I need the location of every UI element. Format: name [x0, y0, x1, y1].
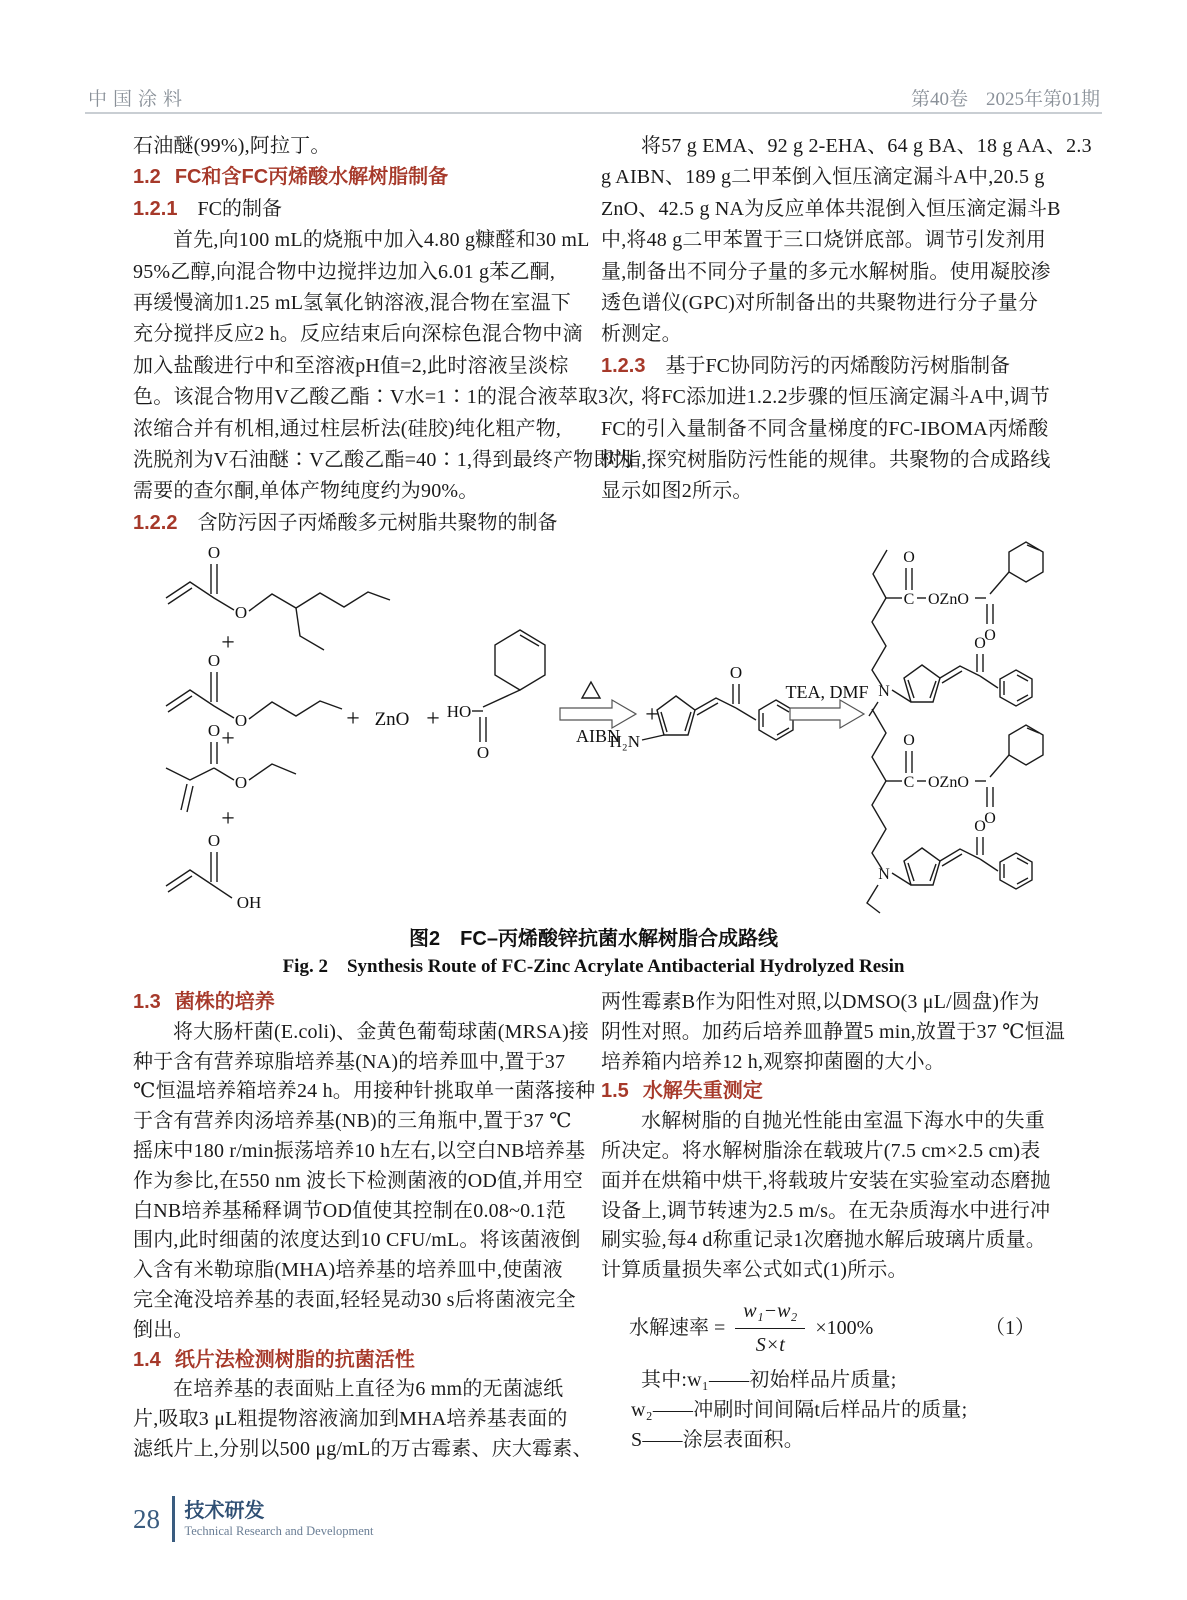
text-line: 面并在烘箱中烘干,将载玻片安装在实验室动态磨抛	[601, 1169, 1051, 1192]
equation-1	[629, 1298, 1063, 1360]
heading-1-2: 1.2 FC和含FC丙烯酸水解树脂制备	[133, 166, 449, 189]
text-line: 透色谱仪(GPC)对所制备出的共聚物进行分子量分	[601, 292, 1039, 315]
column-top-right	[601, 131, 1092, 508]
text-line: FC的引入量制备不同含量梯度的FC-IBOMA丙烯酸	[601, 417, 1049, 440]
page-number: 28	[133, 1503, 160, 1534]
volume-label: 第40卷	[910, 89, 968, 110]
heading-1-2-3: 1.2.3 基于FC协同防污的丙烯酸防污树脂制备	[601, 354, 1010, 377]
figure-caption-en: Fig. 2 Synthesis Route of FC-Zinc Acrylate Antibacterial Hydrolyzed Resin	[282, 956, 905, 977]
text-line: 首先,向100 mL的烧瓶中加入4.80 g糠醛和30 mL	[173, 229, 590, 252]
svg-text:O: O	[207, 831, 221, 850]
molecule-aa	[166, 831, 261, 912]
column-top-left	[133, 131, 634, 539]
text-line: 再缓慢滴加1.25 mL氢氧化钠溶液,混合物在室温下	[133, 292, 571, 315]
heading-1-2-1: 1.2.1 FC的制备	[133, 197, 282, 220]
text-line: 树脂,探究树脂防污性能的规律。共聚物的合成路线	[601, 449, 1051, 472]
molecule-2-eha	[166, 543, 390, 650]
text-line: g AIBN、189 g二甲苯倒入恒压滴定漏斗A中,20.5 g	[601, 166, 1045, 189]
molecule-ba	[166, 651, 342, 730]
text-line: w₂——冲刷时间间隔t后样品片的质量;	[631, 1398, 968, 1421]
paragraph-1-4	[133, 1375, 593, 1464]
svg-text:O: O	[476, 743, 490, 762]
text-line: 作为参比,在550 nm 波长下检测菌液的OD值,并用空	[133, 1169, 584, 1192]
text-line: 显示如图2所示。	[601, 480, 753, 503]
plus-sign: +	[645, 702, 659, 728]
heading-1-5: 1.5 水解失重测定	[601, 1080, 763, 1103]
equation-denominator: S×t	[755, 1334, 785, 1357]
text-line: 95%乙醇,向混合物中边搅拌边加入6.01 g苯乙酮,	[133, 260, 556, 283]
text-line: ZnO、42.5 g NA为反应单体共混倒入恒压滴定漏斗B	[601, 197, 1061, 220]
text-line: 充分搅拌反应2 h。反应结束后向深棕色混合物中滴	[133, 323, 583, 346]
footer-section-en: Technical Research and Development	[184, 1524, 374, 1538]
intro-line: 石油醚(99%),阿拉丁。	[133, 135, 331, 157]
text-line: 围内,此时细菌的浓度达到10 CFU/mL。将该菌液倒	[133, 1229, 581, 1252]
equation-number: （1）	[985, 1317, 1035, 1340]
molecule-na	[447, 630, 545, 762]
plus-sign: +	[221, 726, 235, 752]
paragraph-1-5	[601, 1107, 1063, 1286]
column-bottom-left	[133, 988, 596, 1465]
text-line: 设备上,调节转速为2.5 m/s。在无杂质海水中进行冲	[601, 1199, 1051, 1222]
svg-text:H₂N: H₂N	[609, 732, 640, 751]
text-line: 洗脱剂为V石油醚∶V乙酸乙酯=40∶1,得到最终产物即为	[133, 449, 634, 472]
tea-dmf-label: TEA, DMF	[785, 682, 869, 702]
text-line: 计算质量损失率公式如式(1)所示。	[601, 1259, 908, 1282]
paragraph-1-2-1	[133, 225, 634, 508]
svg-text:O: O	[729, 663, 743, 682]
equation-fraction	[735, 1297, 805, 1362]
text-line: 种于含有营养琼脂培养基(NA)的培养皿中,置于37	[133, 1050, 566, 1073]
svg-text:C: C	[903, 591, 915, 608]
paragraph-1-4-continued	[601, 988, 1066, 1077]
text-line: 将大肠杆菌(E.coli)、金黄色葡萄球菌(MRSA)接	[173, 1020, 590, 1043]
figure-2-synthesis-scheme	[128, 514, 1068, 916]
svg-text:O: O	[234, 603, 248, 622]
plus-sign: +	[221, 806, 235, 832]
footer-divider	[172, 1496, 175, 1542]
svg-text:HO: HO	[446, 702, 472, 721]
text-line: 白NB培养基稀释调节OD值使其控制在0.08~0.1范	[133, 1199, 566, 1222]
text-line: 倒出。	[133, 1318, 194, 1341]
svg-text:OZnO: OZnO	[928, 774, 969, 791]
heading-1-2-2: 1.2.2 含防污因子丙烯酸多元树脂共聚物的制备	[133, 511, 558, 534]
text-line: S——涂层表面积。	[631, 1428, 804, 1451]
issue-info	[893, 84, 1100, 111]
text-line: 两性霉素B作为阳性对照,以DMSO(3 μL/圆盘)作为	[601, 991, 1040, 1013]
svg-text:O: O	[207, 721, 221, 740]
aibn-label: AIBN	[576, 726, 620, 746]
svg-text:O: O	[903, 732, 915, 749]
text-line: 其中:w₁——初始样品片质量;	[641, 1368, 897, 1391]
text-line: 摇床中180 r/min振荡培养10 h左右,以空白NB培养基	[133, 1139, 586, 1162]
heading-1-4: 1.4 纸片法检测树脂的抗菌活性	[133, 1348, 415, 1371]
text-line: 量,制备出不同分子量的多元水解树脂。使用凝胶渗	[601, 260, 1051, 283]
text-line: 在培养基的表面贴上直径为6 mm的无菌滤纸	[173, 1378, 564, 1401]
synthesis-scheme-svg	[128, 514, 1068, 916]
text-line: 于含有营养肉汤培养基(NB)的三角瓶中,置于37 ℃	[133, 1110, 572, 1133]
product-unit-bottom	[867, 709, 1043, 913]
text-line: 水解树脂的自抛光性能由室温下海水中的失重	[641, 1110, 1045, 1133]
text-line: 完全淹没培养基的表面,轻轻晃动30 s后将菌液完全	[133, 1288, 576, 1311]
equation-where-clause	[601, 1366, 1063, 1455]
text-line: 色。该混合物用V乙酸乙酯∶V水=1∶1的混合液萃取3次,	[133, 386, 634, 409]
issue-label: 2025年第01期	[985, 89, 1100, 110]
text-line: 阴性对照。加药后培养皿静置5 min,放置于37 ℃恒温	[601, 1020, 1066, 1043]
svg-text:OH: OH	[236, 893, 262, 912]
text-line: 将57 g EMA、92 g 2-EHA、64 g BA、18 g AA、2.3	[641, 135, 1092, 157]
text-line: 所决定。将水解树脂涂在载玻片(7.5 cm×2.5 cm)表	[601, 1139, 1041, 1162]
reaction-arrow-tea-dmf	[785, 682, 868, 728]
svg-text:C: C	[903, 774, 915, 791]
svg-text:N: N	[878, 866, 890, 883]
plus-sign: +	[426, 706, 440, 732]
text-line: 浓缩合并有机相,通过柱层析法(硅胶)纯化粗产物,	[133, 417, 562, 440]
text-line: ℃恒温培养箱培养24 h。用接种针挑取单一菌落接种	[133, 1080, 596, 1103]
svg-text:O: O	[207, 651, 221, 670]
footer-section-cn: 技术研发	[184, 1500, 265, 1522]
text-line: 需要的查尔酮,单体产物纯度约为90%。	[133, 480, 479, 503]
heading-1-3: 1.3 菌株的培养	[133, 991, 275, 1013]
paragraph-1-2-2	[601, 131, 1092, 351]
equation-rhs: ×100%	[815, 1317, 874, 1340]
svg-text:O: O	[234, 773, 248, 792]
text-line: 将FC添加进1.2.2步骤的恒压滴定漏斗A中,调节	[641, 386, 1050, 409]
svg-text:OZnO: OZnO	[928, 591, 969, 608]
text-line: 片,吸取3 μL粗提物溶液滴加到MHA培养基表面的	[133, 1408, 568, 1431]
svg-text:O: O	[974, 635, 986, 652]
column-bottom-right	[601, 988, 1066, 1455]
product-unit-top	[869, 542, 1043, 716]
text-line: 加入盐酸进行中和至溶液pH值=2,此时溶液呈淡棕	[133, 354, 569, 377]
text-line: 中,将48 g二甲苯置于三口烧饼底部。调节引发剂用	[601, 229, 1046, 252]
header-rule	[85, 112, 1102, 114]
svg-text:O: O	[234, 711, 248, 730]
zno-label: ZnO	[374, 709, 410, 730]
svg-text:O: O	[984, 627, 996, 644]
page-footer	[133, 1496, 373, 1542]
text-line: 入含有米勒琼脂(MHA)培养基的培养皿中,使菌液	[133, 1259, 563, 1282]
text-line: 刷实验,每4 d称重记录1次磨抛水解后玻璃片质量。	[601, 1229, 1046, 1252]
svg-text:O: O	[207, 543, 221, 562]
plus-sign: +	[346, 706, 360, 732]
figure-caption-cn: 图2 FC–丙烯酸锌抗菌水解树脂合成路线	[409, 928, 778, 950]
paragraph-1-3	[133, 1018, 596, 1346]
text-line: 滤纸片上,分别以500 μg/mL的万古霉素、庆大霉素、	[133, 1437, 593, 1460]
footer-section	[185, 1499, 374, 1539]
svg-text:O: O	[984, 810, 996, 827]
svg-text:N: N	[878, 683, 890, 700]
equation-numerator: w₁−w₂	[735, 1297, 805, 1330]
plus-sign: +	[221, 630, 235, 656]
svg-text:O: O	[903, 549, 915, 566]
molecule-fc-chalcone	[610, 663, 793, 751]
journal-name: 中国涂料	[88, 89, 189, 110]
svg-text:O: O	[974, 818, 986, 835]
text-line: 培养箱内培养12 h,观察抑菌圈的大小。	[601, 1050, 945, 1073]
paragraph-1-2-3	[601, 382, 1063, 508]
text-line: 析测定。	[601, 323, 682, 346]
equation-lhs: 水解速率 =	[629, 1317, 726, 1340]
